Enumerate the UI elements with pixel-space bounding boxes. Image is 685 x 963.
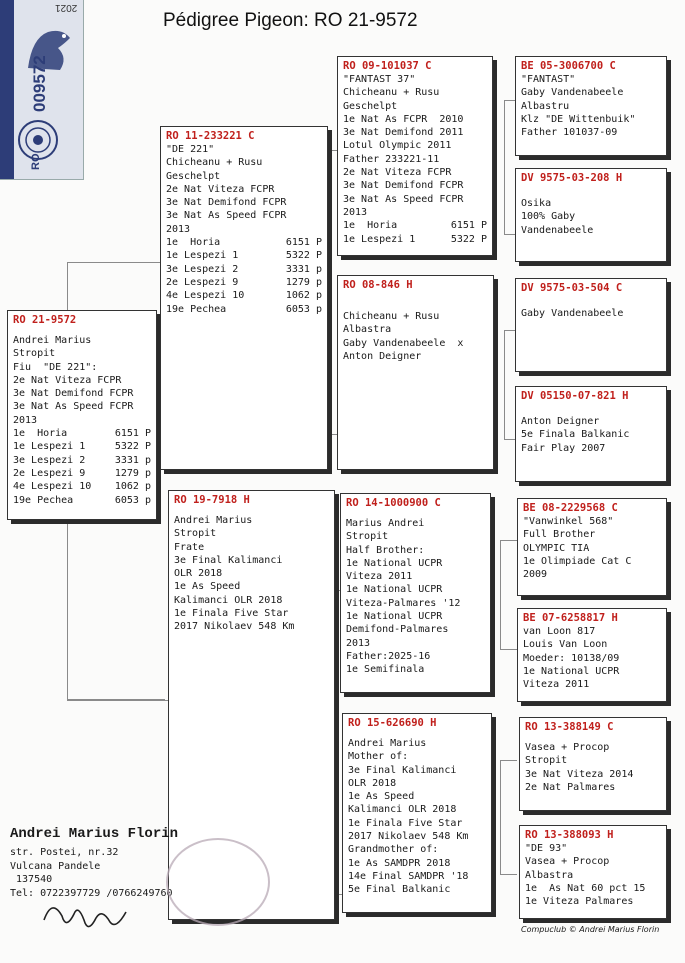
detail-line: 1e National UCPR — [346, 611, 443, 623]
detail-line: Kalimanci OLR 2018 — [348, 804, 457, 816]
detail-line: Father 101037-09 — [521, 127, 618, 139]
detail-line: Fair Play 2007 — [521, 442, 606, 454]
detail-line: Osika — [521, 198, 552, 209]
detail-line: 3e Nat As Speed FCPR — [13, 401, 134, 413]
detail-line: 1e As Nat 60 pct 15 — [525, 882, 646, 894]
detail-line: 3e Nat Viteza 2014 — [525, 768, 634, 780]
detail-line: 100% Gaby — [521, 211, 576, 223]
ring-id: RO 09-101037 C — [343, 60, 432, 72]
result-row: 2e Lespezi 9 1279 p — [166, 276, 322, 288]
detail-line: "DE 221" — [166, 144, 215, 155]
pedigree-box-dds — [519, 717, 667, 811]
detail-line: 1e Finala Five Star — [174, 608, 289, 620]
detail-line: Gaby Vandenabeele x — [343, 337, 464, 349]
detail-line: Viteza 2011 — [523, 679, 590, 691]
detail-line: Viteza-Palmares '12 — [346, 597, 461, 609]
certificate-strip — [0, 0, 14, 180]
detail-line: 3e Nat Demifond FCPR — [13, 388, 134, 400]
owner-info — [10, 826, 178, 900]
ring-id: RO 21-9572 — [13, 314, 77, 326]
owner-phone: Tel: 0722397729 /0766249760 — [10, 887, 173, 899]
owner-stamp-icon — [166, 838, 270, 926]
pedigree-box-sire-dam — [337, 275, 494, 470]
detail-line: "FANTAST" — [521, 74, 576, 85]
detail-line: 1e National UCPR — [346, 557, 443, 569]
detail-line: 2e Nat Palmares — [525, 781, 616, 793]
owner-name: Andrei Marius Florin — [10, 826, 179, 842]
detail-line: 1e Olimpiade Cat C — [523, 555, 632, 567]
pedigree-box-dam-sire — [340, 493, 491, 693]
connector-subject-top — [67, 262, 165, 263]
detail-line: OLR 2018 — [348, 777, 397, 789]
result-row: 3e Lespezi 2 3331 p — [166, 263, 322, 275]
pedigree-box-sss — [515, 56, 667, 156]
pedigree-box-dam-dam — [342, 713, 492, 913]
detail-line: Albastru — [521, 100, 570, 112]
detail-line: 5e Final Balkanic — [348, 884, 451, 896]
connector-ds — [500, 540, 517, 650]
detail-line: 1e As SAMDPR 2018 — [348, 857, 451, 869]
connector-dd — [500, 760, 517, 875]
owner-address-line: 137540 — [10, 874, 53, 885]
detail-line: Demifond-Palmares — [346, 624, 449, 636]
detail-line: "FANTAST 37" — [343, 74, 416, 85]
detail-line: Gaby Vandenabeele — [521, 87, 624, 99]
detail-line: Chicheanu + Rusu — [343, 311, 440, 322]
detail-line: Full Brother — [523, 529, 596, 541]
detail-line: Stropit — [525, 755, 568, 767]
certificate-year: 2021 — [54, 2, 77, 13]
detail-line: Vasea + Procop — [525, 742, 610, 753]
detail-line: 2013 — [166, 223, 191, 235]
pedigree-box-ddd — [519, 825, 667, 919]
result-row: 4e Lespezi 10 1062 p — [13, 481, 151, 493]
detail-line: Moeder: 10138/09 — [523, 652, 620, 664]
ring-id: DV 05150-07-821 H — [521, 390, 629, 402]
detail-line: Stropit — [174, 528, 217, 540]
detail-line: Chicheanu + Rusu — [343, 87, 440, 99]
detail-line: 2e Nat Viteza FCPR — [343, 167, 452, 179]
ring-id: RO 14-1000900 C — [346, 497, 441, 509]
detail-line: Lotul Olympic 2011 — [343, 140, 452, 152]
detail-line: Stropit — [346, 531, 389, 543]
detail-line: 3e Nat Demifond FCPR — [343, 180, 464, 192]
certificate-prefix: RO — [30, 153, 42, 170]
result-row: 1e Lespezi 1 5322 P — [166, 250, 322, 262]
ring-certificate — [0, 0, 84, 180]
result-row: 4e Lespezi 10 1062 p — [166, 290, 322, 302]
result-row: 1e Horia 6151 P — [343, 220, 487, 232]
result-row: 19e Pechea 6053 p — [13, 494, 151, 506]
detail-line: 2e Nat Viteza FCPR — [13, 374, 122, 386]
owner-address-line: Vulcana Pandele — [10, 860, 101, 872]
detail-line: 2e Nat Viteza FCPR — [166, 183, 275, 195]
detail-line: 3e Nat As Speed FCPR — [166, 210, 287, 222]
result-row: 1e Lespezi 1 5322 P — [13, 441, 151, 453]
detail-line: Father 233221-11 — [343, 153, 440, 165]
footer-credit: Compuclub © Andrei Marius Florin — [521, 925, 660, 934]
detail-line: Marius Andrei — [346, 518, 425, 529]
ring-id: RO 08-846 H — [343, 279, 413, 291]
pedigree-box-subject — [7, 310, 157, 520]
pedigree-box-sdd — [515, 386, 667, 482]
detail-line: 3e Nat As Speed FCPR — [343, 193, 464, 205]
detail-line: OLYMPIC TIA — [523, 542, 590, 554]
detail-line: Vasea + Procop — [525, 856, 610, 868]
ring-id: BE 07-6258817 H — [523, 612, 618, 624]
detail-line: 1e Semifinala — [346, 664, 425, 676]
detail-line: Chicheanu + Rusu — [166, 157, 263, 169]
result-row: 2e Lespezi 9 1279 p — [13, 467, 151, 479]
ring-id: BE 05-3006700 C — [521, 60, 616, 72]
detail-line: Father:2025-16 — [346, 650, 431, 662]
detail-line: Geschelpt — [343, 100, 398, 112]
detail-line: 1e As Speed — [174, 581, 241, 593]
detail-line: Fiu "DE 221": — [13, 361, 98, 373]
detail-line: "DE 93" — [525, 843, 568, 854]
detail-line: Kalimanci OLR 2018 — [174, 594, 283, 606]
detail-line: 3e Nat Demifond FCPR — [166, 197, 287, 209]
ring-id: DV 9575-03-504 C — [521, 282, 623, 294]
ring-id: DV 9575-03-208 H — [521, 172, 623, 184]
detail-line: 3e Final Kalimanci — [348, 764, 457, 776]
ring-id: RO 13-388093 H — [525, 829, 614, 841]
detail-line: Andrei Marius — [174, 515, 253, 526]
detail-line: Anton Deigner — [343, 350, 422, 362]
detail-line: 1e Finala Five Star — [348, 817, 463, 829]
result-row: 19e Pechea 6053 p — [166, 303, 322, 315]
detail-line: Half Brother: — [346, 544, 425, 556]
result-row: 1e Horia 6151 P — [13, 428, 151, 440]
page-title: Pédigree Pigeon: RO 21-9572 — [163, 10, 418, 31]
detail-line: 2013 — [13, 414, 38, 426]
detail-line: Grandmother of: — [348, 844, 439, 856]
ring-id: RO 19-7918 H — [174, 494, 250, 506]
ring-id: RO 13-388149 C — [525, 721, 614, 733]
detail-line: 2017 Nikolaev 548 Km — [348, 831, 469, 843]
detail-line: Mother of: — [348, 751, 409, 763]
detail-line: Albastra — [343, 324, 392, 336]
detail-line: 5e Finala Balkanic — [521, 429, 630, 441]
detail-line: 1e Viteza Palmares — [525, 896, 634, 908]
owner-address-line: str. Postei, nr.32 — [10, 847, 119, 858]
pedigree-box-ssd — [515, 168, 667, 262]
detail-line: Andrei Marius — [13, 335, 92, 346]
detail-line: Klz "DE Wittenbuik" — [521, 113, 636, 125]
ring-id: BE 08-2229568 C — [523, 502, 618, 514]
ring-id: RO 15-626690 H — [348, 717, 437, 729]
detail-line: 3e Nat Demifond 2011 — [343, 127, 464, 139]
result-row: 3e Lespezi 2 3331 p — [13, 454, 151, 466]
signature-icon — [40, 890, 130, 940]
detail-line: Anton Deigner — [521, 416, 600, 427]
detail-line: 2017 Nikolaev 548 Km — [174, 621, 295, 633]
pedigree-box-sire-sire — [337, 56, 493, 256]
detail-line: "Vanwinkel 568" — [523, 516, 614, 527]
ring-id: RO 11-233221 C — [166, 130, 255, 142]
detail-line: Louis Van Loon — [523, 639, 608, 651]
detail-line: 2013 — [343, 206, 368, 218]
pedigree-box-dss — [517, 498, 667, 596]
result-row: 1e Lespezi 1 5322 P — [343, 233, 487, 245]
detail-line: 1e National UCPR — [346, 584, 443, 596]
pedigree-box-dsd — [517, 608, 667, 702]
detail-line: Andrei Marius — [348, 738, 427, 749]
detail-line: 1e As Speed — [348, 791, 415, 803]
detail-line: Gaby Vandenabeele — [521, 308, 624, 319]
detail-line: Vandenabeele — [521, 224, 594, 236]
certificate-number: 009572 — [30, 55, 49, 112]
connector-subject-bottom — [67, 700, 169, 701]
detail-line: Frate — [174, 541, 205, 553]
detail-line: Stropit — [13, 348, 56, 360]
detail-line: Viteza 2011 — [346, 571, 413, 583]
detail-line: 3e Final Kalimanci — [174, 554, 283, 566]
detail-line: van Loon 817 — [523, 626, 596, 637]
detail-line: Geschelpt — [166, 170, 221, 182]
detail-line: 2009 — [523, 569, 548, 581]
detail-line: OLR 2018 — [174, 568, 223, 580]
pedigree-box-sire — [160, 126, 328, 470]
detail-line: 1e Nat As FCPR 2010 — [343, 113, 464, 125]
detail-line: 2013 — [346, 637, 371, 649]
result-row: 1e Horia 6151 P — [166, 237, 322, 249]
pedigree-box-sds — [515, 278, 667, 372]
detail-line: 14e Final SAMDPR '18 — [348, 870, 469, 882]
detail-line: Albastra — [525, 869, 574, 881]
detail-line: 1e National UCPR — [523, 665, 620, 677]
